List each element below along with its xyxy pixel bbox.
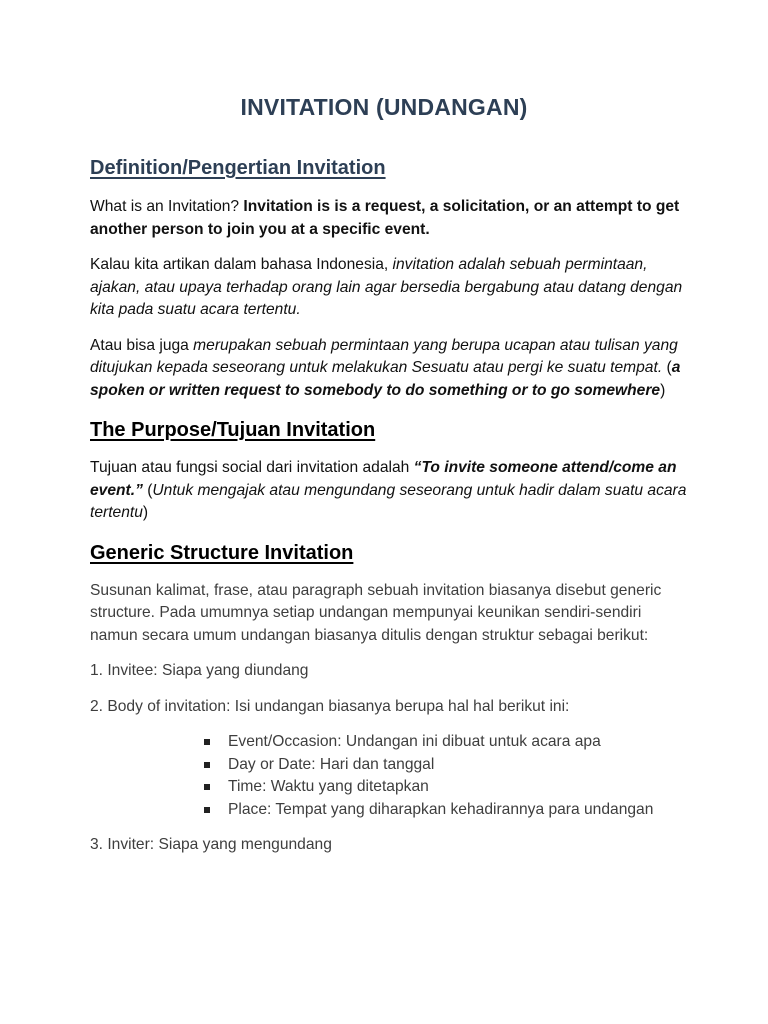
bullet-square-icon [204, 807, 210, 813]
heading-definition: Definition/Pengertian Invitation [90, 157, 386, 179]
bullet-text-time: Time: Waktu yang ditetapkan [228, 778, 429, 795]
structure-item-inviter: 3. Inviter: Siapa yang mengundang [90, 836, 332, 853]
paragraph-structure-intro: Susunan kalimat, frase, atau paragraph sebuah invitation biasanya disebut generic structure. Pada umumnya setiap undangan mempunyai keunikan sendiri-sendiri namun secara umum undangan biasanya ditulis dengan struktur sebagai berikut: [90, 581, 662, 644]
heading-structure: Generic Structure Invitation [90, 541, 354, 564]
body-components-list [90, 731, 690, 821]
paragraph-definition-en [90, 196, 690, 241]
purpose-open: ( [142, 481, 153, 499]
document-title: INVITATION (UNDANGAN) [240, 94, 528, 120]
definition-alt-open: ( [662, 359, 672, 376]
purpose-quote: “To invite someone attend/come an event.” [90, 459, 677, 499]
definition-id-text: invitation adalah sebuah permintaan, ajakan, atau upaya terhadap orang lain agar bersedia bergabung atau datang dengan kita pada suatu acara tertentu. [90, 256, 683, 318]
list-item [204, 754, 690, 777]
bullet-text-date: Day or Date: Hari dan tanggal [228, 755, 435, 773]
purpose-translation: Untuk mengajak atau mengundang seseorang untuk hadir dalam suatu acara tertentu [90, 481, 687, 521]
bullet-square-icon [204, 739, 210, 745]
bullet-square-icon [204, 784, 210, 790]
heading-purpose: The Purpose/Tujuan Invitation [90, 419, 376, 441]
list-item [204, 799, 690, 822]
definition-question: What is an Invitation? [90, 198, 244, 215]
purpose-close: ) [142, 504, 149, 521]
definition-alt-close: ) [660, 381, 666, 399]
definition-alt-text: merupakan sebuah permintaan yang berupa ucapan atau tulisan yang ditujukan kepada seseorang untuk melakukan Sesuatu atau pergi ke suatu tempat. [90, 336, 678, 376]
definition-answer: Invitation is is a request, a solicitation, or an attempt to get another person to join you at a specific event. [90, 198, 680, 238]
list-item [204, 776, 690, 799]
bullet-text-event: Event/Occasion: Undangan ini dibuat untuk acara apa [228, 733, 601, 750]
document-body [90, 154, 690, 857]
structure-item-body: 2. Body of invitation: Isi undangan biasanya berupa hal hal berikut ini: [90, 697, 570, 715]
paragraph-purpose [90, 457, 690, 525]
structure-item-invitee: 1. Invitee: Siapa yang diundang [90, 662, 309, 679]
definition-id-intro: Kalau kita artikan dalam bahasa Indonesia, [90, 256, 393, 273]
purpose-intro: Tujuan atau fungsi social dari invitation adalah [90, 459, 414, 476]
list-item [204, 731, 690, 754]
paragraph-definition-alt [90, 335, 690, 403]
bullet-text-place: Place: Tempat yang diharapkan kehadirannya para undangan [228, 800, 654, 818]
paragraph-definition-id [90, 254, 690, 322]
definition-alt-english: a spoken or written request to somebody to do something or to go somewhere [90, 359, 681, 399]
definition-alt-intro: Atau bisa juga [90, 336, 194, 354]
bullet-square-icon [204, 762, 210, 768]
